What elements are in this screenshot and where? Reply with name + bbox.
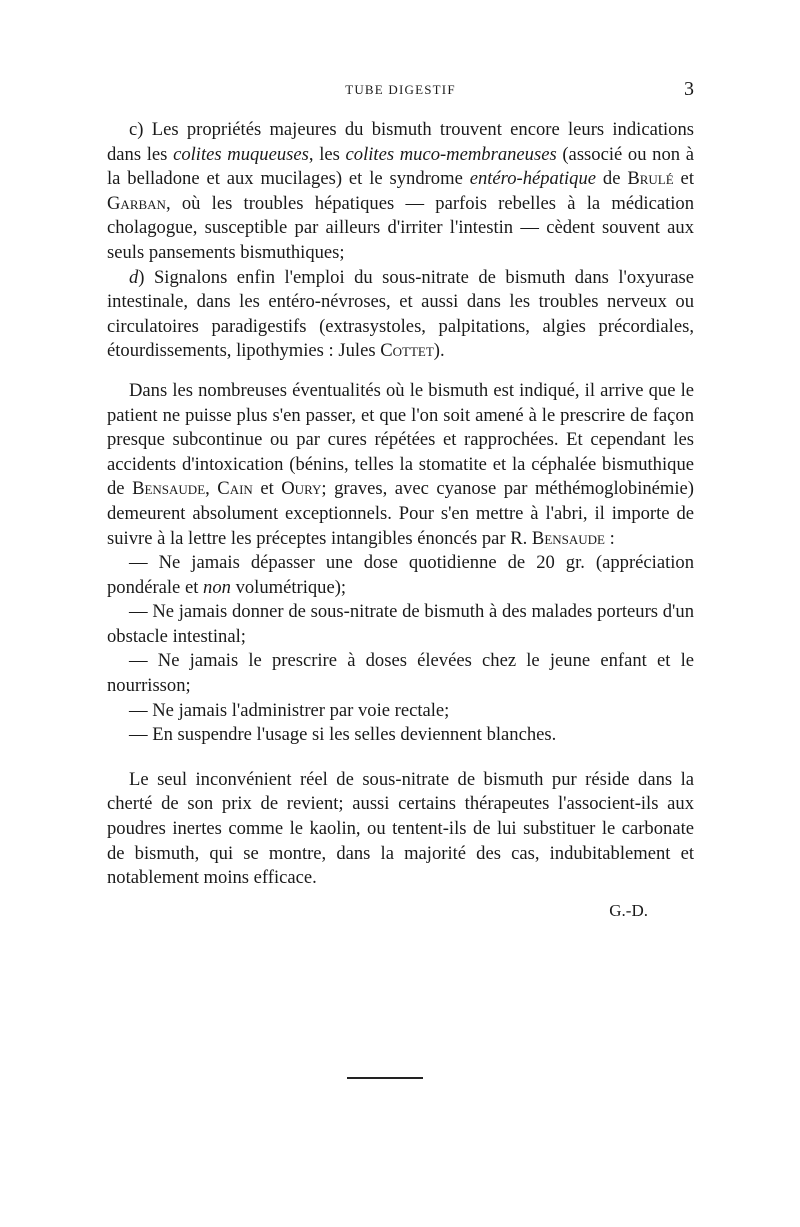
precept-item: — En suspendre l'usage si les selles deviennent blanches. bbox=[129, 724, 557, 746]
paragraph-cost: Le seul inconvénient réel de sous-nitrate de bismuth pur réside dans la cherté de son prix de revient; aussi certains thérapeutes l'associent-ils aux poudres inertes comme le kaolin, ou tentent-ils de lui substituer le carbonate de bismuth, qui se montre, dans la majorité des cas, indubitablement et notablement moins efficace. bbox=[107, 768, 694, 889]
italic-term: entéro-hépatique bbox=[469, 168, 597, 190]
text-run: , bbox=[205, 478, 218, 500]
body-text bbox=[107, 118, 694, 923]
author-name: Bensaude bbox=[531, 527, 605, 549]
author-name: Oury bbox=[281, 478, 322, 500]
running-header bbox=[107, 78, 694, 102]
item-letter: d bbox=[129, 266, 139, 288]
italic-term: colites muqueuses bbox=[173, 143, 309, 165]
text-run: ; graves, avec cyanose par méthémoglobinémie) demeurent absolument exceptionnels. Pour s'en mettre à l'abri, il importe de suivre à la lettre les préceptes intangibles énoncés par R. bbox=[107, 478, 695, 549]
book-page bbox=[107, 0, 694, 1227]
text-run: Dans les nombreuses éventualités où le bismuth est indiqué, il arrive que le patient ne puisse plus s'en passer, et que l'on soit amené à le prescrire de façon presque subcontinue ou par cures répétées et rapprochées. Et cependant les accidents d'intoxication (bénins, telles la stomatite et la céphalée bismuthique de bbox=[107, 379, 694, 500]
text-run: c) Les propriétés majeures du bismuth trouvent encore leurs indications dans les bbox=[107, 119, 694, 165]
text-run: volumétrique); bbox=[230, 576, 347, 598]
author-name: Garban bbox=[107, 192, 166, 214]
text-run: — Ne jamais dépasser une dose quotidienne de 20 gr. (appréciation pondérale et bbox=[107, 552, 694, 598]
text-run: et bbox=[252, 478, 282, 500]
author-signature: G.-D. bbox=[609, 900, 648, 920]
text-run: : bbox=[605, 527, 615, 549]
author-name: Cain bbox=[217, 478, 253, 500]
italic-term: colites muco-membraneuses bbox=[345, 143, 557, 165]
text-run: , les bbox=[308, 143, 346, 165]
text-run: , où les troubles hépatiques — parfois rebelles à la médication cholagogue, susceptible par ailleurs d'irriter l'intestin — cèdent souvent aux seuls pansements bismuthiques; bbox=[107, 192, 694, 263]
author-name: Bensaude bbox=[132, 478, 206, 500]
paragraph-item-c bbox=[107, 118, 694, 266]
text-run: (associé ou non à la belladone et aux mucilages) et le syndrome bbox=[107, 143, 694, 190]
author-name: Cottet bbox=[380, 340, 434, 362]
precept-item: — Ne jamais le prescrire à doses élevées chez le jeune enfant et le nourrisson; bbox=[107, 650, 694, 697]
precept-item: — Ne jamais donner de sous-nitrate de bismuth à des malades porteurs d'un obstacle intestinal; bbox=[107, 601, 694, 647]
precept-item: — Ne jamais l'administrer par voie rectale; bbox=[129, 699, 450, 721]
section-end-rule bbox=[347, 1077, 423, 1079]
text-run: ). bbox=[433, 340, 445, 362]
text-run: ) Signalons enfin l'emploi du sous-nitrate de bismuth dans l'oxyurase intestinale, dans les entéro-névroses, et aussi dans les troubles nerveux ou circulatoires paradigestifs (extrasystoles, palpitations, algies précordiales, étourdissements, lipothymies : Jules bbox=[107, 266, 694, 362]
italic-term: non bbox=[203, 576, 231, 598]
running-title: TUBE DIGESTIF bbox=[345, 82, 456, 97]
precept-item bbox=[107, 551, 694, 600]
author-name: Brulé bbox=[627, 168, 674, 190]
text-run: et bbox=[673, 168, 694, 190]
text-run: de bbox=[596, 168, 628, 190]
paragraph-intoxication bbox=[107, 379, 694, 551]
page-number: 3 bbox=[684, 78, 694, 100]
paragraph-item-d bbox=[107, 266, 694, 364]
